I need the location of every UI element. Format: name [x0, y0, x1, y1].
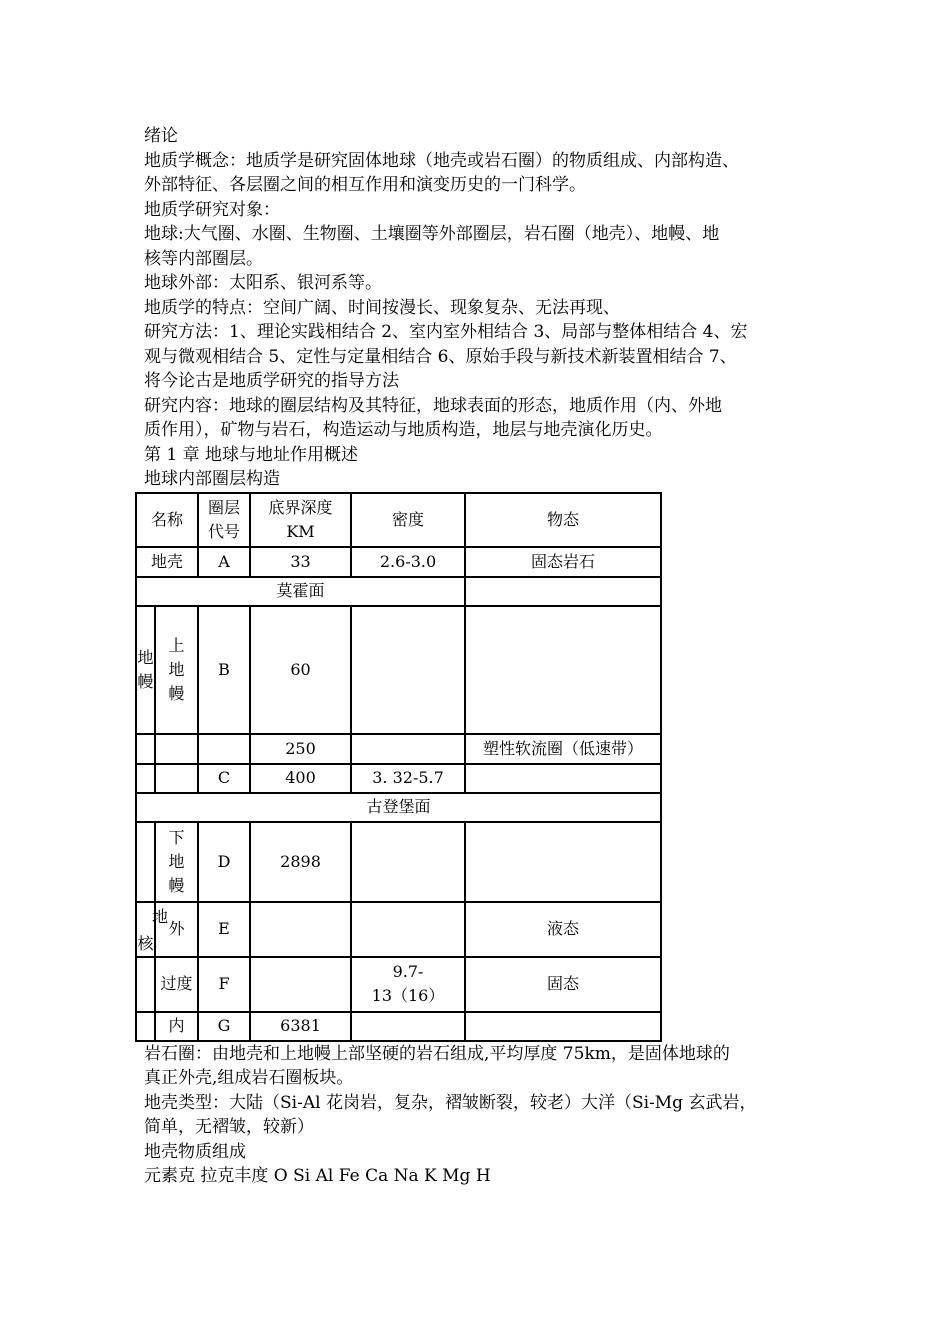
paragraph-line: 地球外部：太阳系、银河系等。: [144, 273, 382, 293]
upper-mantle-label: [155, 606, 198, 734]
cell-density: [351, 734, 465, 764]
cell-empty: [136, 764, 155, 793]
boundary-gutenberg: 古登堡面: [136, 793, 661, 822]
cell-state: 固态岩石: [465, 547, 661, 577]
paragraph-line: 真正外壳,组成岩石圈板块。: [144, 1068, 354, 1088]
cell-code: D: [198, 822, 250, 902]
after-table-text: [144, 1042, 824, 1189]
paragraph-line: 地质学概念：地质学是研究固体地球（地壳或岩石圈）的物质组成、内部构造、: [144, 150, 739, 171]
header-depth-line: KM: [286, 521, 315, 541]
cell-depth: 33: [250, 547, 351, 577]
header-code: [198, 493, 250, 547]
lower-mantle-label: [155, 822, 198, 902]
lower-mantle-label-char: 地: [168, 851, 185, 871]
cell-code: C: [198, 764, 250, 793]
outer-core-label-top: 地: [152, 906, 169, 926]
document-body: [137, 124, 824, 1189]
paragraph-line: 将今论古是地质学研究的指导方法: [144, 371, 399, 391]
inner-core-label: 内: [155, 1012, 198, 1041]
cell-code: F: [198, 957, 250, 1012]
cell-empty: [155, 764, 198, 793]
cell-code: [198, 734, 250, 764]
mantle-label-char: 地: [137, 647, 154, 667]
table-row-crust: [136, 547, 661, 577]
cell-depth: 2898: [250, 822, 351, 902]
paragraph-line: 研究内容：地球的圈层结构及其特征，地球表面的形态，地质作用（内、外地: [144, 395, 722, 416]
cell-state: [465, 822, 661, 902]
cell-code: A: [198, 547, 250, 577]
cell-density: [351, 1012, 465, 1041]
paragraph-line: 地壳物质组成: [144, 1141, 246, 1162]
table-row-c: [136, 764, 661, 793]
cell-density: [351, 606, 465, 734]
cell-code: B: [198, 606, 250, 734]
outer-core-label: [152, 902, 198, 957]
cell-density: [351, 957, 465, 1012]
cell-depth: [250, 902, 351, 957]
cell-state: [465, 577, 661, 606]
table-row-inner-core: [136, 1012, 661, 1041]
cell-state: [465, 764, 661, 793]
paragraph-line: 核等内部圈层。: [144, 248, 263, 269]
table-row-moho: [136, 577, 661, 606]
mantle-label-char: 幔: [137, 671, 154, 691]
table-row-outer-core: [136, 902, 661, 957]
header-state: 物态: [465, 493, 661, 547]
table-row-gutenberg: [136, 793, 661, 822]
table-caption: 地球内部圈层构造: [144, 469, 280, 489]
table-header-row: [136, 493, 661, 547]
core-label: 核: [136, 902, 155, 957]
cell-state: [465, 1012, 661, 1041]
cell-code: G: [198, 1012, 250, 1041]
table-row-transition: [136, 957, 661, 1012]
cell-state: 塑性软流圈（低速带）: [465, 734, 661, 764]
upper-mantle-label-char: 上: [168, 635, 185, 655]
density-line: 13（16）: [371, 986, 445, 1005]
cell-depth: 60: [250, 606, 351, 734]
transition-label: 过度: [155, 957, 198, 1012]
paragraph-line: 地质学研究对象：: [144, 199, 280, 220]
cell-density: 3. 32-5.7: [351, 764, 465, 793]
paragraph-line: 地球:大气圈、水圈、生物圈、土壤圈等外部圈层，岩石圈（地壳）、地幔、地: [144, 224, 720, 244]
paragraph-line: 岩石圈：由地壳和上地幔上部坚硬的岩石组成,平均厚度 75km，是固体地球的: [144, 1043, 730, 1064]
cell-state: 液态: [465, 902, 661, 957]
upper-mantle-label-char: 地: [168, 659, 185, 679]
cell-state: 固态: [465, 957, 661, 1012]
table-row-lower-mantle: [136, 822, 661, 902]
earth-layers-table: [135, 492, 662, 1042]
cell-density: [351, 822, 465, 902]
cell-empty: [136, 957, 155, 1012]
lower-mantle-label-char: 幔: [168, 875, 185, 895]
cell-depth: [250, 957, 351, 1012]
header-density: 密度: [351, 493, 465, 547]
paragraph-line: 质作用），矿物与岩石，构造运动与地质构造，地层与地壳演化历史。: [144, 420, 663, 440]
table-row-upper-mantle: [136, 606, 661, 734]
boundary-moho: 莫霍面: [136, 577, 465, 606]
upper-mantle-label-char: 幔: [168, 683, 185, 703]
cell-empty: [136, 1012, 155, 1041]
cell-empty: [136, 822, 155, 902]
paragraph-line: 地壳类型：大陆（Si-Al 花岗岩，复杂，褶皱断裂，较老）大洋（Si-Mg 玄武岩，: [144, 1092, 757, 1113]
paragraph-line: 研究方法：1、理论实践相结合 2、室内室外相结合 3、局部与整体相结合 4、宏: [144, 322, 748, 342]
header-depth-line: 底界深度: [268, 497, 333, 517]
paragraph-line: 元素克 拉克丰度 O Si Al Fe Ca Na K Mg H: [144, 1166, 491, 1186]
paragraph-line: 观与微观相结合 5、定性与定量相结合 6、原始手段与新技术新装置相结合 7、: [144, 346, 737, 367]
cell-empty: [136, 734, 155, 764]
mantle-label: [136, 606, 155, 734]
outer-core-label-char: 外: [168, 919, 185, 938]
cell-depth: 6381: [250, 1012, 351, 1041]
chapter-heading: 第 1 章 地球与地址作用概述: [144, 444, 359, 465]
cell-depth: 400: [250, 764, 351, 793]
table-row-asthenosphere: [136, 734, 661, 764]
cell-name: 地壳: [136, 547, 198, 577]
cell-depth: 250: [250, 734, 351, 764]
lower-mantle-label-char: 下: [168, 827, 185, 847]
heading-intro: 绪论: [144, 126, 178, 146]
header-name: 名称: [136, 493, 198, 547]
header-code-line: 圈层: [208, 497, 241, 517]
paragraph-line: 简单，无褶皱，较新）: [144, 1117, 314, 1137]
density-line: 9.7-: [392, 962, 424, 981]
cell-density: 2.6-3.0: [351, 547, 465, 577]
header-depth: [250, 493, 351, 547]
cell-code: E: [198, 902, 250, 957]
paragraph-line: 外部特征、各层圈之间的相互作用和演变历史的一门科学。: [144, 175, 586, 195]
cell-density: [351, 902, 465, 957]
paragraph-line: 地质学的特点：空间广阔、时间按漫长、现象复杂、无法再现、: [144, 297, 620, 318]
cell-empty: [155, 734, 198, 764]
header-code-line: 代号: [208, 521, 241, 541]
cell-state: [465, 606, 661, 734]
